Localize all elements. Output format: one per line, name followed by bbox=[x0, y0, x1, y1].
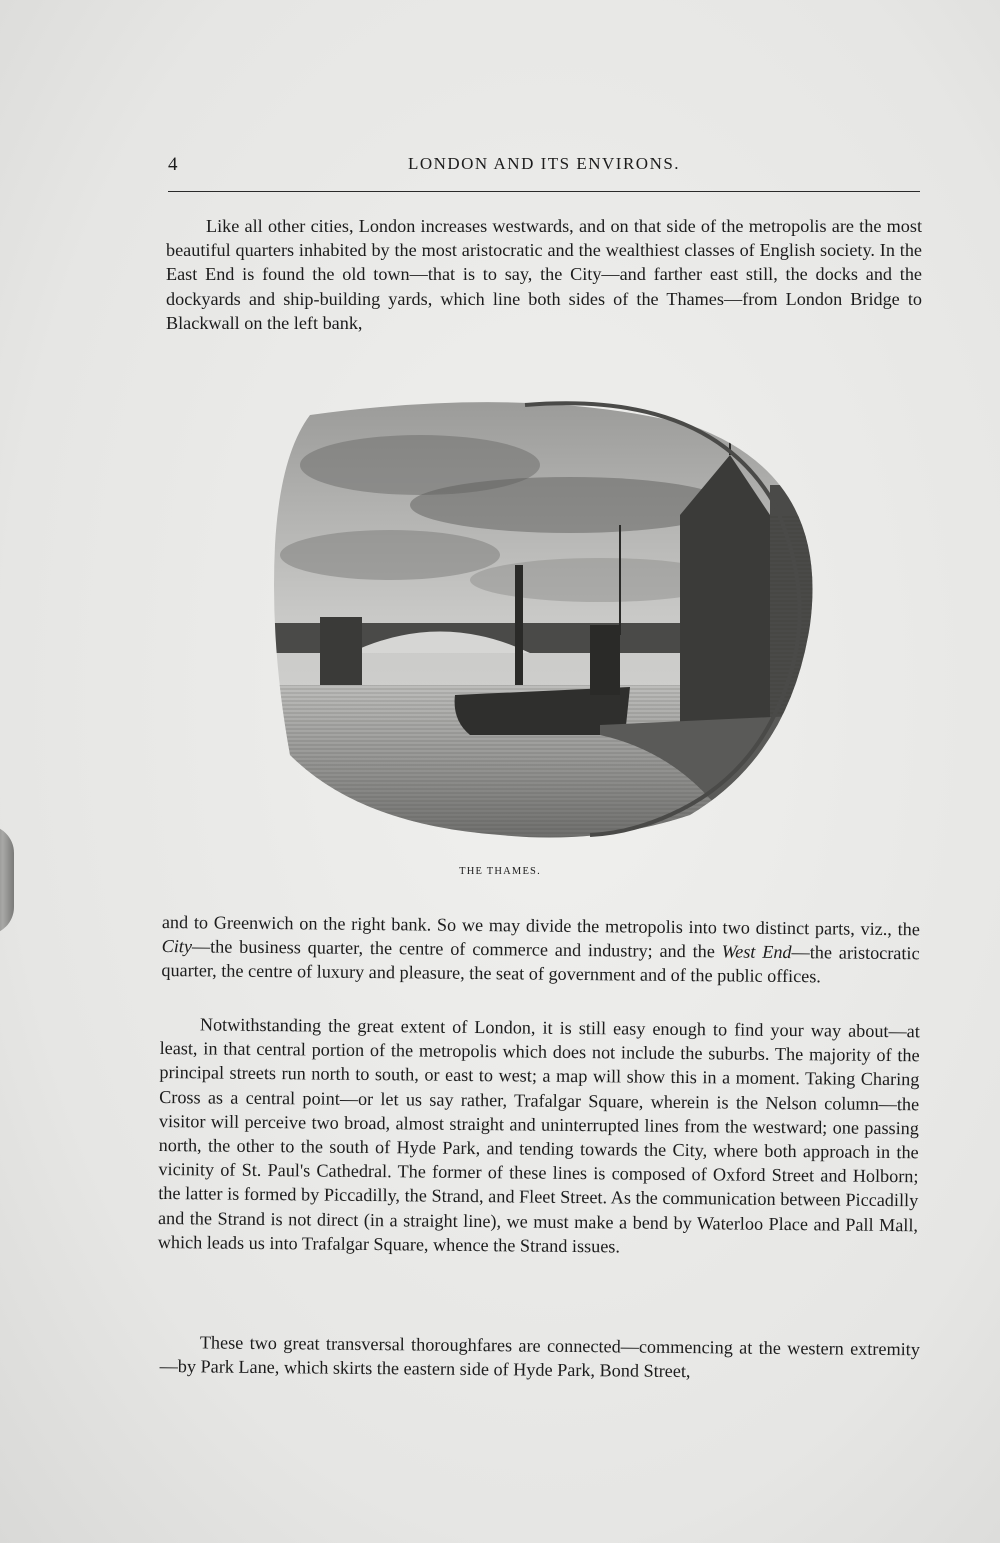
paragraph-4: These two great transversal thoroughfares are connected—commencing at the western extremity—by Park Lane, which skirts the eastern side of Hyde Park, Bond Street, bbox=[159, 1332, 920, 1382]
city-term: City bbox=[161, 936, 193, 957]
paragraph-1: Like all other cities, London increases westwards, and on that side of the metropolis are the most beautiful quarters inhabited by the most aristocratic and the wealthiest classes of English society. In the East End is found the old town—that is to say, the City—and farther east still, the docks and the dockyards and ship-building yards, which line both sides of the Thames—from London Bridge to Blackwall on the left bank, bbox=[166, 216, 922, 333]
paragraph-3: Notwithstanding the great extent of London, it is still easy enough to find your way about—at least, in that central portion of the metropolis which does not include the suburbs. The majority of the principal streets run north to south, or east to west; a map will show this in a moment. Taking Charing Cross as a central point—or let us say rather, Trafalgar Square, wherein is the Nelson column—the visitor will perceive two broad, almost straight and uninterrupted lines from the westward; one passing north, the other to the south of Hyde Park, and tending towards the City, where both approach in the vicinity of St. Paul's Cathedral. The former of these lines is composed of Oxford Street and Holborn; the latter is formed by Piccadilly, the Strand, and Fleet Street. As the communication between Piccadilly and the Strand is not direct (in a straight line), we must make a bend by Waterloo Place and Pall Mall, which leads us into Trafalgar Square, whence the Strand issues. bbox=[157, 1014, 920, 1257]
paragraph-2-text-b: —the business quarter, the centre of commerce and industry; and the bbox=[191, 936, 722, 962]
paragraph-2-text-a: and to Greenwich on the right bank. So we may divide the metropolis into two distinct parts, viz., the bbox=[161, 911, 920, 940]
west-end-term: West End bbox=[721, 941, 792, 963]
paragraph-2 bbox=[161, 910, 920, 990]
running-head: LONDON AND ITS ENVIRONS. bbox=[407, 154, 681, 173]
figure-caption: THE THAMES. bbox=[459, 866, 541, 877]
page-header bbox=[168, 154, 920, 180]
header-rule bbox=[168, 191, 920, 192]
thames-engraving bbox=[270, 395, 815, 840]
paragraph-2-text-c: —the aristocratic quarter, the centre of luxury and pleasure, the seat of government and of the public offices. bbox=[161, 942, 920, 987]
page-number: 4 bbox=[168, 154, 178, 175]
